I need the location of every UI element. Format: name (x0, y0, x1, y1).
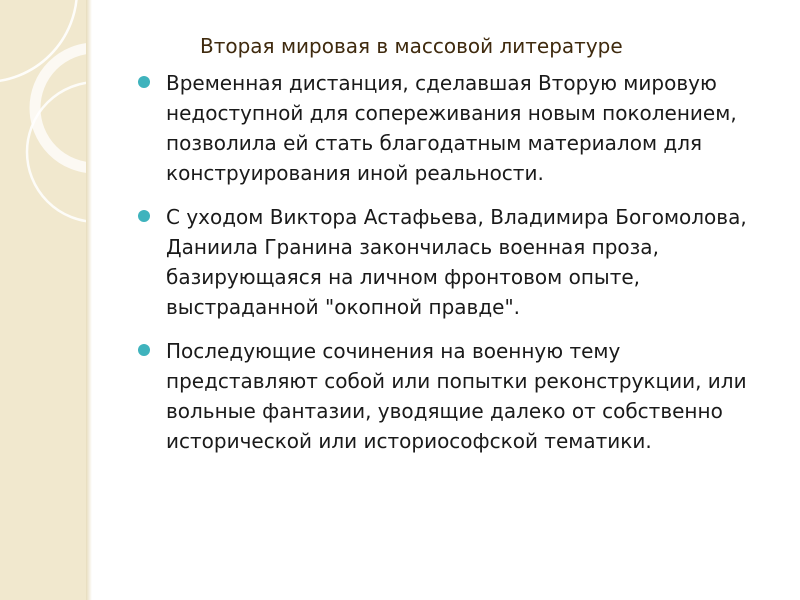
bullet-text: Временная дистанция, сделавшая Вторую мировую недоступной для сопереживания новым поколением, позволила ей стать благодатным материалом для конструирования иной реальности. (166, 71, 737, 185)
slide-title: Вторая мировая в массовой литературе (200, 34, 623, 58)
bullet-item (138, 336, 778, 456)
bullet-item (138, 202, 778, 322)
sidebar-edge (86, 0, 92, 600)
bullet-list (138, 68, 778, 470)
bullet-dot-icon (138, 76, 150, 88)
bullet-dot-icon (138, 210, 150, 222)
decorative-sidebar (0, 0, 86, 600)
decorative-circles-icon (0, 0, 86, 600)
bullet-item (138, 68, 778, 188)
bullet-text: Последующие сочинения на военную тему представляют собой или попытки реконструкции, или вольные фантазии, уводящие далеко от собственно исторической или историософской тематики. (166, 339, 747, 453)
bullet-dot-icon (138, 344, 150, 356)
bullet-text: С уходом Виктора Астафьева, Владимира Богомолова, Даниила Гранина закончилась военная проза, базирующаяся на личном фронтовом опыте, выстраданной "окопной правде". (166, 205, 747, 319)
